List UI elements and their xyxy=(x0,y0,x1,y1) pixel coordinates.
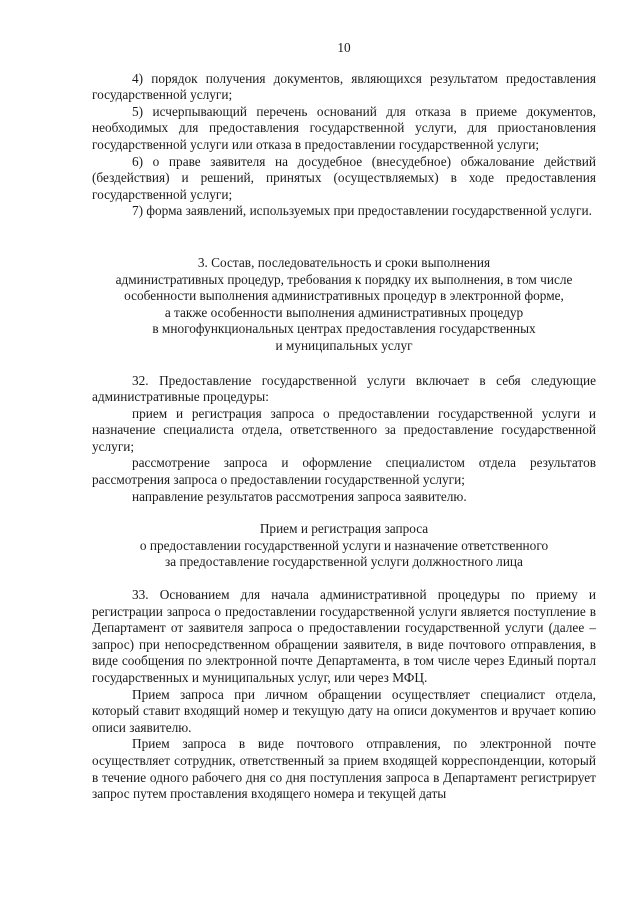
page-number: 10 xyxy=(337,40,351,55)
section-heading-line: а также особенности выполнения административных процедур xyxy=(164,304,524,320)
section-heading-line: 3. Состав, последовательность и сроки выполнения xyxy=(197,254,491,270)
paragraph-33: 33. Основанием для начала административной процедуры по приему и регистрации запроса о предоставлении государственной услуги является поступление в Департамент от заявителя запроса о предоставлении государственной услуги (далее – запрос) при непосредственном обращении заявителя, в виде почтового отправления, в виде сообщения по электронной почте Департамента, в том числе через Единый портал государственных и муниципальных услуг, или через МФЦ. xyxy=(92,587,596,685)
section-heading-line: и муниципальных услуг xyxy=(275,337,413,353)
paragraph-32: 32. Предоставление государственной услуги включает в себя следующие административные процедуры: xyxy=(92,372,596,405)
section-heading-line: административных процедур, требования к порядку их выполнения, в том числе xyxy=(115,271,573,287)
subsection-heading-line: Прием и регистрация запроса xyxy=(259,521,429,537)
procedure-item: прием и регистрация запроса о предоставлении государственной услуги и назначение специалиста отдела, ответственного за предоставление государственной услуги; xyxy=(92,405,596,454)
subsection-heading-line: за предоставление государственной услуги должностного лица xyxy=(165,554,523,570)
list-item-4: 4) порядок получения документов, являющихся результатом предоставления государственной услуги; xyxy=(92,70,596,103)
section-heading-line: в многофункциональных центрах предоставления государственных xyxy=(152,321,536,337)
procedure-item: направление результатов рассмотрения запроса заявителю. xyxy=(132,488,467,504)
paragraph-33-personal-reception: Прием запроса при личном обращении осуществляет специалист отдела, который ставит входящий номер и текущую дату на описи документов и вручает копию описи заявителю. xyxy=(92,686,596,735)
subsection-heading xyxy=(92,521,596,571)
list-item-7: 7) форма заявлений, используемых при предоставлении государственной услуги. xyxy=(132,203,592,219)
subsection-heading-line: о предоставлении государственной услуги и назначение ответственного xyxy=(139,537,549,553)
list-item-5: 5) исчерпывающий перечень оснований для отказа в приеме документов, необходимых для предоставления государственной услуги, для приостановления государственной услуги или отказа в предоставлении государственной услуги; xyxy=(92,103,596,152)
procedure-item: рассмотрение запроса и оформление специалистом отдела результатов рассмотрения запроса о предоставлении государственной услуги; xyxy=(92,455,596,488)
section-3-heading xyxy=(92,255,596,355)
section-heading-line: особенности выполнения административных процедур в электронной форме, xyxy=(124,288,564,304)
list-item-6: 6) о праве заявителя на досудебное (внесудебное) обжалование действий (бездействия) и решений, принятых (осуществляемых) в ходе предоставления государственной услуги; xyxy=(92,153,596,202)
paragraph-33-postal-reception: Прием запроса в виде почтового отправления, по электронной почте осуществляет сотрудник, ответственный за прием входящей корреспонденции, который в течение одного рабочего дня со дня поступления запроса в Департамент регистрирует запрос путем проставления входящего номера и текущей даты xyxy=(92,736,596,802)
